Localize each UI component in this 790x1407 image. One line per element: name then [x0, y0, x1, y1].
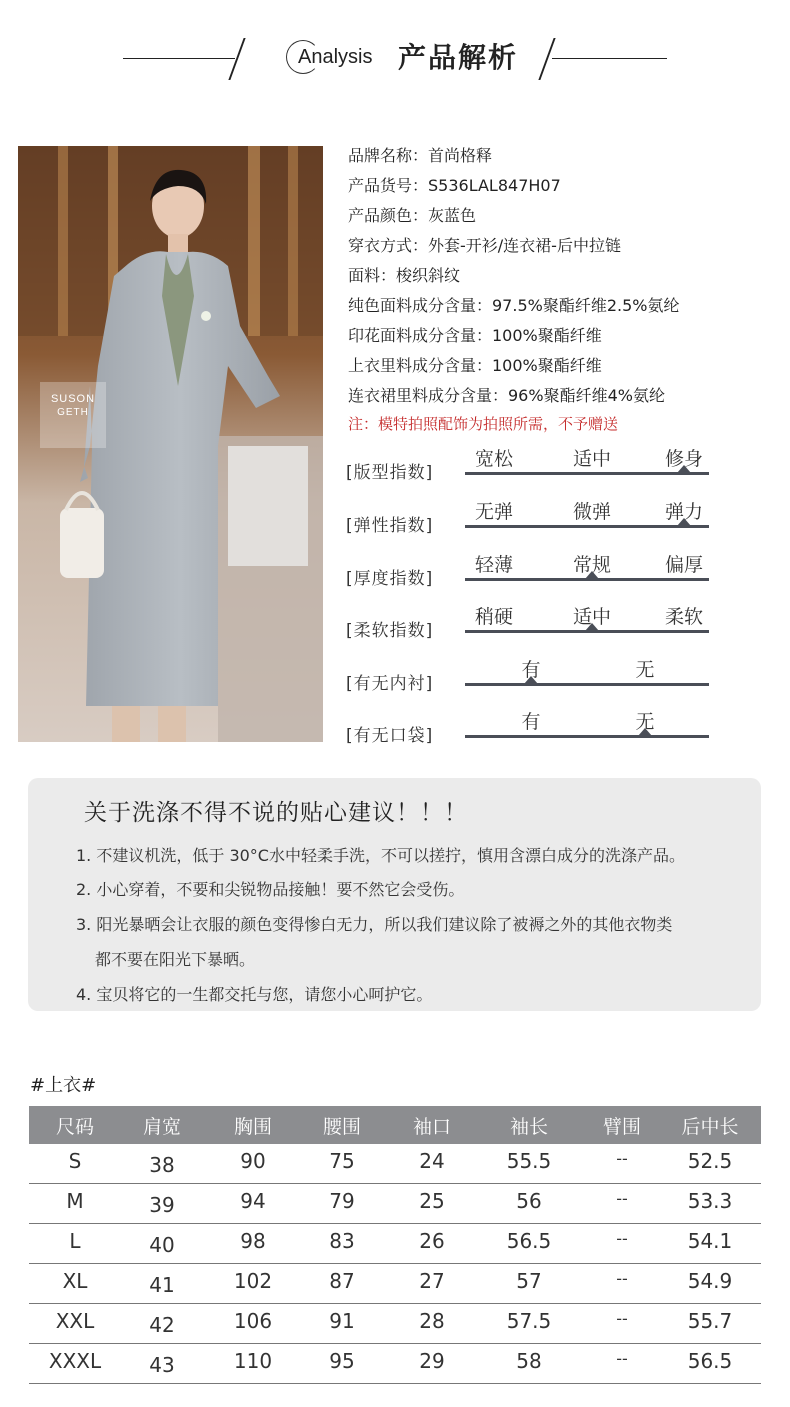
index-bar: [465, 472, 709, 475]
index-label: [柔软指数]: [346, 621, 434, 641]
washing-advice-title: 关于洗涤不得不说的贴心建议！！！: [84, 800, 468, 826]
size-table-row-divider: [29, 1303, 761, 1304]
size-table-cell: --: [616, 1349, 628, 1368]
washing-item-3: 3. 阳光暴晒会让衣服的颜色变得惨白无力，所以我们建议除了被褥之外的其他衣物类: [76, 915, 673, 934]
size-table-cell: 54.9: [687, 1269, 733, 1293]
index-option: 有: [521, 659, 541, 681]
header-line-left: [123, 58, 235, 59]
brand-watermark: SUSON GETH: [40, 382, 106, 448]
washing-item-4: 4. 宝贝将它的一生都交托与您，请您小心呵护它。: [76, 985, 433, 1004]
size-table-cell: 42: [149, 1313, 175, 1337]
size-table-header-cell: 臂围: [602, 1116, 641, 1138]
spec-brand: 品牌名称：首尚格释: [348, 146, 493, 165]
size-table-cell: 91: [329, 1309, 355, 1333]
size-table-row-divider: [29, 1263, 761, 1264]
size-table-cell: 79: [329, 1189, 355, 1213]
size-table-cell: --: [616, 1229, 628, 1248]
size-table-row-divider: [29, 1383, 761, 1384]
size-table-header-cell: 尺码: [55, 1116, 94, 1138]
size-table-header-cell: 后中长: [681, 1116, 739, 1138]
index-label: [有无内衬]: [346, 674, 434, 694]
size-table-cell: L: [69, 1229, 81, 1253]
size-table-cell: XL: [62, 1269, 88, 1293]
index-option: 微弹: [572, 501, 611, 523]
index-marker: [524, 676, 538, 684]
size-table-cell: 25: [419, 1189, 445, 1213]
size-table-header-cell: 胸围: [233, 1116, 272, 1138]
size-table-row-divider: [29, 1223, 761, 1224]
washing-item-2: 2. 小心穿着，不要和尖锐物品接触！要不然它会受伤。: [76, 880, 465, 899]
index-marker: [677, 518, 691, 526]
index-bar: [465, 525, 709, 528]
index-marker: [638, 728, 652, 736]
size-table-cell: 106: [233, 1309, 273, 1333]
size-table-cell: 95: [329, 1349, 355, 1373]
size-table-header-cell: 袖长: [509, 1116, 548, 1138]
size-table-cell: 24: [419, 1149, 445, 1173]
size-table-cell: 53.3: [687, 1189, 733, 1213]
index-marker: [585, 571, 599, 579]
spec-note: 注：模特拍照配饰为拍照所需，不予赠送: [348, 415, 619, 433]
size-table-cell: 56.5: [506, 1229, 552, 1253]
index-label: [有无口袋]: [346, 726, 434, 746]
page-title: 产品解析: [398, 41, 519, 74]
index-option: 偏厚: [664, 554, 703, 576]
spec-print-fabric-content: 印花面料成分含量：100%聚酯纤维: [348, 326, 602, 345]
size-table-row-divider: [29, 1343, 761, 1344]
size-table-cell: 75: [329, 1149, 355, 1173]
index-option: 无: [635, 659, 655, 681]
size-table-cell: --: [616, 1309, 628, 1328]
size-table-cell: 55.5: [506, 1149, 552, 1173]
size-table-cell: --: [616, 1149, 628, 1168]
index-option: 适中: [572, 448, 611, 470]
index-option: 柔软: [664, 606, 703, 628]
index-bar: [465, 735, 709, 738]
size-table-cell: 27: [419, 1269, 445, 1293]
size-table-cell: 52.5: [687, 1149, 733, 1173]
spec-color: 产品颜色：灰蓝色: [348, 206, 477, 225]
size-table-cell: 57: [516, 1269, 542, 1293]
index-option: 无: [635, 711, 655, 733]
size-table-cell: XXXL: [48, 1349, 102, 1373]
header-slash-right: [538, 38, 555, 80]
size-table-cell: --: [616, 1269, 628, 1288]
size-table-cell: 26: [419, 1229, 445, 1253]
index-option: 修身: [664, 448, 703, 470]
size-table-cell: 28: [419, 1309, 445, 1333]
index-label: [厚度指数]: [346, 569, 434, 589]
index-option: 无弹: [474, 501, 513, 523]
size-table-cell: 54.1: [687, 1229, 733, 1253]
index-option: 常规: [572, 554, 611, 576]
product-photo: [18, 146, 323, 742]
index-option: 稍硬: [474, 606, 513, 628]
size-table-header-cell: 袖口: [412, 1116, 451, 1138]
size-table-row-divider: [29, 1183, 761, 1184]
size-table-cell: 57.5: [506, 1309, 552, 1333]
size-table-cell: S: [68, 1149, 82, 1173]
index-option: 宽松: [474, 448, 513, 470]
washing-item-1: 1. 不建议机洗，低于 30°C水中轻柔手洗，不可以搓拧，慎用含漂白成分的洗涤产品。: [76, 846, 685, 865]
size-table-cell: 98: [240, 1229, 266, 1253]
size-table-header-cell: 肩宽: [142, 1116, 181, 1138]
spec-fabric: 面料：梭织斜纹: [348, 266, 461, 285]
size-table-cell: M: [66, 1189, 84, 1213]
spec-top-lining-content: 上衣里料成分含量：100%聚酯纤维: [348, 356, 602, 375]
size-table-cell: 94: [240, 1189, 266, 1213]
size-table-cell: 29: [419, 1349, 445, 1373]
size-table-header-cell: 腰围: [322, 1116, 361, 1138]
index-option: 弹力: [664, 501, 703, 523]
size-table-cell: 40: [149, 1233, 175, 1257]
header-slash-left: [228, 38, 245, 80]
index-bar: [465, 683, 709, 686]
size-table-cell: 55.7: [687, 1309, 733, 1333]
index-option: 适中: [572, 606, 611, 628]
size-table-cell: 87: [329, 1269, 355, 1293]
size-table-cell: 83: [329, 1229, 355, 1253]
washing-item-3-cont: 都不要在阳光下暴晒。: [95, 950, 256, 969]
header-analysis-label: Analysis: [298, 46, 373, 68]
size-table-cell: 110: [233, 1349, 273, 1373]
size-table-cell: 43: [149, 1353, 175, 1377]
size-table-cell: 41: [149, 1273, 175, 1297]
size-table-cell: 58: [516, 1349, 542, 1373]
index-option: 轻薄: [474, 554, 513, 576]
index-option: 有: [521, 711, 541, 733]
size-table-cell: 102: [233, 1269, 273, 1293]
index-marker: [585, 623, 599, 631]
size-table-cell: 39: [149, 1193, 175, 1217]
index-label: [版型指数]: [346, 463, 434, 483]
size-table-cell: --: [616, 1189, 628, 1208]
spec-dress-lining-content: 连衣裙里料成分含量：96%聚酯纤维4%氨纶: [348, 386, 665, 405]
size-table-cell: 56: [516, 1189, 542, 1213]
header-line-right: [552, 58, 667, 59]
size-table-title: #上衣#: [30, 1075, 97, 1096]
size-table-cell: 90: [240, 1149, 266, 1173]
spec-solid-fabric-content: 纯色面料成分含量：97.5%聚酯纤维2.5%氨纶: [348, 296, 680, 315]
spec-wearing-style: 穿衣方式：外套-开衫/连衣裙-后中拉链: [348, 236, 621, 255]
index-marker: [677, 465, 691, 473]
size-table-cell: XXL: [55, 1309, 95, 1333]
spec-item-number: 产品货号：S536LAL847H07: [348, 176, 561, 195]
index-label: [弹性指数]: [346, 516, 434, 536]
size-table-cell: 56.5: [687, 1349, 733, 1373]
size-table-cell: 38: [149, 1153, 175, 1177]
